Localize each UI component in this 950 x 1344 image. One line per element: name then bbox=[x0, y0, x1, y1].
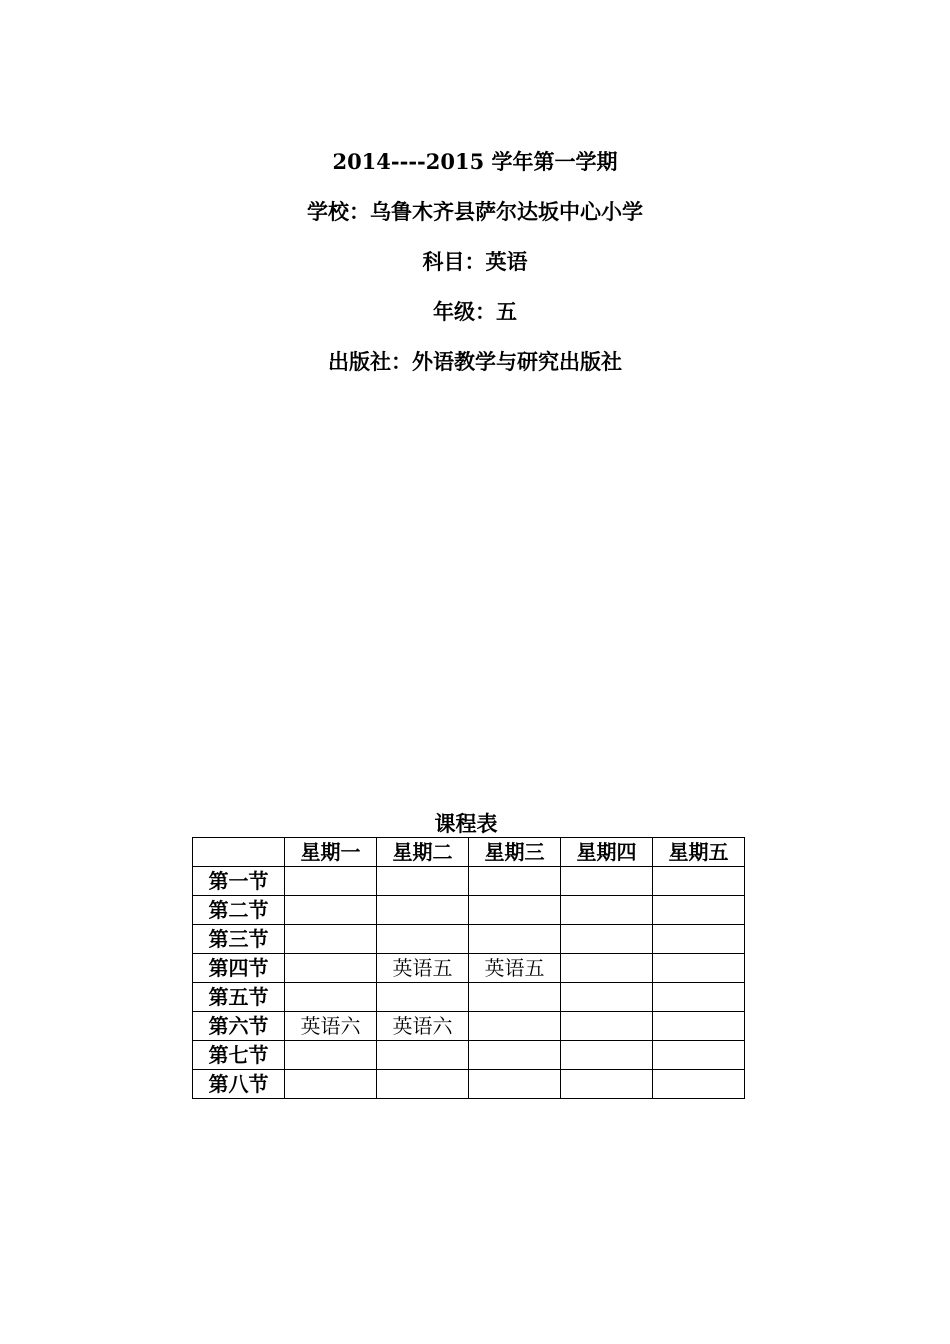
table-row bbox=[193, 1041, 745, 1070]
class-cell bbox=[469, 1070, 561, 1099]
class-cell bbox=[653, 1041, 745, 1070]
class-cell bbox=[561, 1012, 653, 1041]
day-header: 星期三 bbox=[469, 838, 561, 867]
class-cell bbox=[561, 1041, 653, 1070]
class-cell bbox=[561, 1070, 653, 1099]
class-cell bbox=[653, 867, 745, 896]
class-cell bbox=[377, 1070, 469, 1099]
class-cell bbox=[377, 983, 469, 1012]
period-label: 第三节 bbox=[193, 925, 285, 954]
schedule-title: 课程表 bbox=[434, 811, 498, 836]
period-label: 第六节 bbox=[193, 1012, 285, 1041]
class-cell: 英语五 bbox=[469, 954, 561, 983]
period-label: 第二节 bbox=[193, 896, 285, 925]
period-label: 第八节 bbox=[193, 1070, 285, 1099]
class-cell bbox=[285, 954, 377, 983]
subject-line: 科目：英语 bbox=[422, 249, 528, 274]
class-cell bbox=[469, 925, 561, 954]
class-cell bbox=[653, 896, 745, 925]
class-cell bbox=[285, 867, 377, 896]
class-cell: 英语五 bbox=[377, 954, 469, 983]
term-title: 2014----2015 学年第一学期 bbox=[332, 149, 618, 174]
class-cell bbox=[377, 896, 469, 925]
class-cell bbox=[285, 925, 377, 954]
class-cell bbox=[377, 867, 469, 896]
school-line: 学校：乌鲁木齐县萨尔达坂中心小学 bbox=[307, 199, 643, 224]
publisher-line: 出版社：外语教学与研究出版社 bbox=[328, 349, 622, 374]
class-cell bbox=[469, 867, 561, 896]
schedule-table bbox=[192, 837, 745, 1099]
class-cell bbox=[653, 983, 745, 1012]
table-row bbox=[193, 896, 745, 925]
day-header: 星期一 bbox=[285, 838, 377, 867]
class-cell bbox=[561, 954, 653, 983]
period-label: 第七节 bbox=[193, 1041, 285, 1070]
day-header: 星期四 bbox=[561, 838, 653, 867]
class-cell bbox=[653, 1012, 745, 1041]
period-label: 第五节 bbox=[193, 983, 285, 1012]
class-cell bbox=[469, 896, 561, 925]
class-cell bbox=[285, 1041, 377, 1070]
table-row bbox=[193, 1070, 745, 1099]
period-label: 第四节 bbox=[193, 954, 285, 983]
class-cell bbox=[561, 896, 653, 925]
class-cell bbox=[561, 925, 653, 954]
class-cell bbox=[653, 954, 745, 983]
corner-cell bbox=[193, 838, 285, 867]
class-cell bbox=[653, 925, 745, 954]
day-header: 星期五 bbox=[653, 838, 745, 867]
table-row bbox=[193, 954, 745, 983]
day-header: 星期二 bbox=[377, 838, 469, 867]
class-cell bbox=[469, 1041, 561, 1070]
class-cell bbox=[377, 1041, 469, 1070]
class-cell bbox=[285, 983, 377, 1012]
class-cell bbox=[285, 896, 377, 925]
class-cell: 英语六 bbox=[285, 1012, 377, 1041]
class-cell: 英语六 bbox=[377, 1012, 469, 1041]
schedule-header-row bbox=[193, 838, 745, 867]
class-cell bbox=[285, 1070, 377, 1099]
class-cell bbox=[469, 983, 561, 1012]
class-cell bbox=[469, 1012, 561, 1041]
class-cell bbox=[561, 983, 653, 1012]
table-row bbox=[193, 1012, 745, 1041]
period-label: 第一节 bbox=[193, 867, 285, 896]
table-row bbox=[193, 925, 745, 954]
class-cell bbox=[561, 867, 653, 896]
class-cell bbox=[377, 925, 469, 954]
class-cell bbox=[653, 1070, 745, 1099]
table-row bbox=[193, 983, 745, 1012]
table-row bbox=[193, 867, 745, 896]
grade-line: 年级：五 bbox=[433, 299, 517, 324]
